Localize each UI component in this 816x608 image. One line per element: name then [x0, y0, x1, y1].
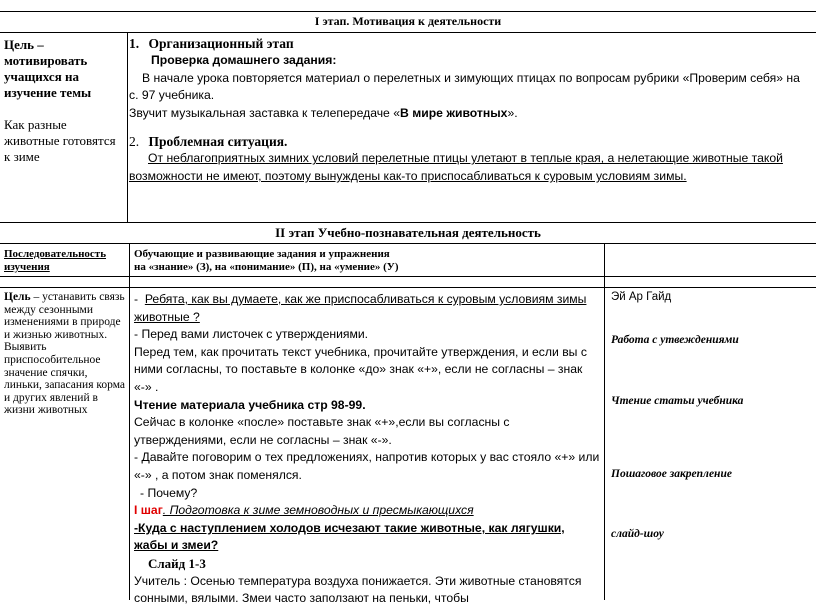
line-question: - Ребята, как вы думаете, как же приспосабливаться к суровым условиям зимы животные ? — [134, 292, 587, 324]
col2-header — [134, 248, 604, 274]
stage2-goal — [4, 291, 126, 417]
right-r1: Эй Ар Гайд — [611, 291, 672, 303]
stage2-header-bottom-2 — [0, 287, 816, 288]
stage1-goal-bold: Цель – мотивировать учащихся на изучение темы — [4, 37, 92, 100]
right-r4: Пошаговое закрепление — [611, 468, 732, 480]
item2-number: 2. — [129, 134, 140, 150]
line-slide: Слайд 1-3 — [148, 555, 206, 571]
stage2-title: II этап Учебно-познавательная деятельность — [275, 225, 541, 240]
line-before-reading: Перед тем, как прочитать текст учебника, прочитайте утверждения, и если вы с ними согласны, то поставьте в колонке «до» знак «+», если не согласны – знак «-» . — [134, 344, 587, 394]
line-teacher: Учитель : Осенью температура воздуха понижается. Эти животные становятся сонными, вялыми. Змеи часто заползают на пеньки, чтобы — [134, 573, 582, 606]
stage1-goal-text: Как разные животные готовятся к зиме — [4, 117, 116, 164]
stage1-divider — [127, 32, 128, 222]
stage2-content — [134, 291, 600, 608]
item2-heading — [129, 134, 809, 150]
col2-header-line1: Обучающие и развивающие задания и упражнения — [134, 248, 390, 260]
stage1-bottom — [0, 222, 816, 223]
right-r5: слайд-шоу — [611, 528, 664, 540]
item1-subtitle: Проверка домашнего задания: — [151, 53, 337, 67]
stage1-title: I этап. Мотивация к деятельности — [314, 14, 502, 28]
item1-number: 1. — [129, 36, 140, 51]
item1-text1: В начале урока повторяется материал о перелетных и зимующих птицах по вопросам рубрики «Проверим себя» на с. 97 учебника. — [129, 70, 800, 103]
stage2-divider-2 — [604, 243, 605, 600]
stage2-divider-1 — [129, 243, 130, 600]
line-step1: I шаг. Подготовка к зиме земноводных и пресмыкающихся — [134, 503, 474, 518]
line-statements: - Перед вами листочек с утверждениями. — [134, 327, 369, 342]
stage2-goal-text: – устанавить связь между сезонными изменениями в природе и жизнью животных. Выявить приспособительное значение спячки, линьки, запасания корма и других явлений в жизни животных — [4, 291, 125, 417]
right-r3: Чтение статьи учебника — [611, 395, 744, 407]
stage1-content — [129, 36, 809, 186]
item1-title: Организационный этап — [148, 36, 294, 51]
item1-heading — [129, 36, 809, 52]
stage2-title-bottom — [0, 243, 816, 244]
table-border-top — [0, 11, 816, 12]
col2-header-line2: на «знание» (З), на «понимание» (П), на «умение» (У) — [134, 261, 399, 273]
col1-header: Последовательность изучения — [4, 248, 107, 273]
item2-title: Проблемная ситуация. — [148, 134, 288, 150]
line-after: Сейчас в колонке «после» поставьте знак «+»,если вы согласны с утверждениями, если не согласны – знак «-». — [134, 415, 510, 447]
line-why: - Почему? — [140, 485, 198, 500]
stage1-goal — [4, 37, 124, 165]
item1-text2: Звучит музыкальная заставка к телепередаче «В мире животных». — [129, 105, 518, 120]
stage2-header-bottom — [0, 276, 816, 277]
line-question-cold: -Куда с наступлением холодов исчезают такие животные, как лягушки, жабы и змеи? — [134, 520, 565, 553]
stage1-title-bottom — [0, 32, 816, 33]
item2-text: От неблагоприятных зимних условий перелетные птицы улетают в теплые края, а нелетающие животные такой возможности не имеют, поэтому вынуждены как-то приспосабливаться к суровым условиям зимы. — [129, 151, 783, 183]
stage2-goal-bold: Цель — [4, 291, 31, 303]
line-reading: Чтение материала учебника стр 98-99. — [134, 397, 366, 412]
right-r2: Работа с утвеждениями — [611, 334, 739, 346]
line-discuss: - Давайте поговорим о тех предложениях, напротив которых у вас стояло «+» или «-» , а потом знак поменялся. — [134, 450, 600, 482]
